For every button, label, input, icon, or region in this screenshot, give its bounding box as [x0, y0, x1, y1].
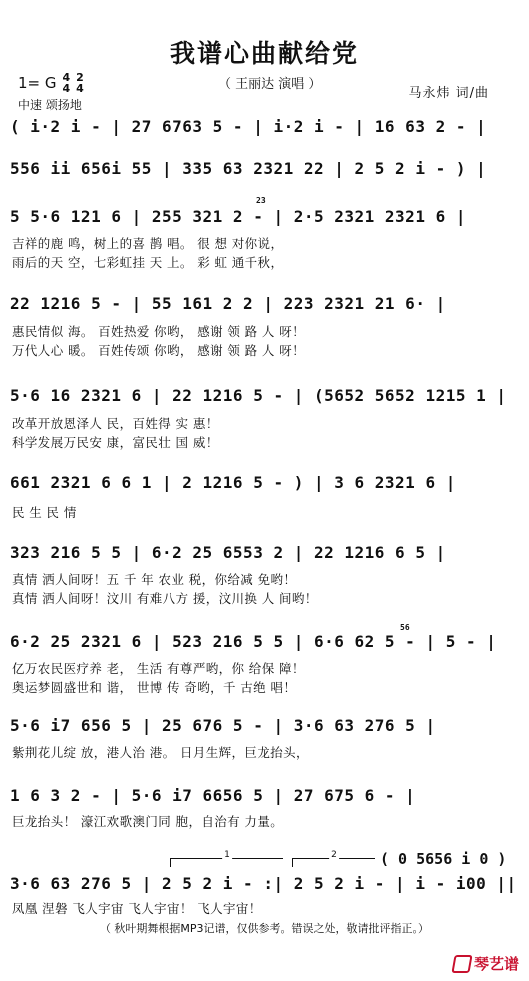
tempo-marking: 中速 颂扬地	[18, 98, 82, 112]
notation-line: 5 5·6 121 6 | 255 321 2 - | 2·5 2321 2321 6 |	[10, 207, 466, 226]
notation-line: 661 2321 6 6 1 | 2 1216 5 - ) | 3 6 2321 6 |	[10, 473, 456, 492]
notation-line: 3·6 63 276 5 | 2 5 2 i - :| 2 5 2 i - | i - i00 ||	[10, 874, 517, 893]
key-label: 1= G	[18, 74, 57, 92]
lyric-verse-1: 吉祥的鹿 鸣，树上的喜 鹊 唱。 很 想 对你说，	[12, 236, 284, 251]
notation-line: 6·2 25 2321 6 | 523 216 5 5 | 6·6 62 5 - | 5 - |	[10, 632, 497, 651]
lyric-verse-2: 万代人心 暖。 百姓传颂 你哟， 感谢 领 路 人 呀！	[12, 343, 305, 358]
time-signature-2: 2 4	[76, 71, 84, 95]
lyric-verse-2: 科学发展万民安 康，富民壮 国 威！	[12, 435, 219, 450]
lyric-verse-2: 奥运梦圆盛世和 谐， 世博 传 奇哟，千 古绝 唱！	[12, 680, 297, 695]
lyric-verse-1: 紫荆花儿绽 放，港人治 港。 日月生辉，巨龙抬头，	[12, 745, 309, 760]
lyric-verse-1: 民 生 民 情	[12, 505, 77, 520]
lyric-verse-2: 真情 洒人间呀！汶川 有难八方 援，汶川换 人 间哟！	[12, 591, 318, 606]
site-logo: 琴艺谱	[453, 953, 519, 974]
second-ending-bracket: 2	[292, 858, 375, 867]
notation-line: 1 6 3 2 - | 5·6 i7 6656 5 | 27 675 6 - |	[10, 786, 416, 805]
notation-line: ( i·2 i - | 27 6763 5 - | i·2 i - | 16 63 2 - |	[10, 117, 487, 136]
notation-line: 556 ii 656i 55 | 335 63 2321 22 | 2 5 2 i - ) |	[10, 159, 487, 178]
lyric-verse-1: 真情 洒人间呀！五 千 年 农业 税，你给减 免哟！	[12, 572, 297, 587]
composer-credit: 马永炜 词/曲	[408, 86, 489, 101]
first-ending-bracket: 1	[170, 858, 283, 867]
notation-line: 5·6 i7 656 5 | 25 676 5 - | 3·6 63 276 5 |	[10, 716, 436, 735]
lyric-verse-1: 亿万农民医疗养 老， 生活 有尊严哟，你 给保 障！	[12, 661, 305, 676]
lyric-verse-1: 改革开放恩泽人 民，百姓得 实 惠！	[12, 416, 219, 431]
lyric-verse-1: 巨龙抬头！ 濠江欢歌澳门同 胞，自治有 力量。	[12, 814, 284, 829]
grace-note: 23	[256, 196, 266, 205]
singer-credit: （ 王丽达 演唱 ）	[218, 77, 322, 92]
transcription-note: （ 秋叶期舞根据MP3记谱，仅供参考。错误之处，敬请批评指正。）	[99, 922, 430, 935]
key-signature	[18, 72, 84, 94]
lyric-verse-1: 凤凰 涅磐 飞人宇宙 飞人宇宙！ 飞人宇宙！	[12, 901, 262, 916]
lyric-verse-2: 雨后的天 空，七彩虹挂 天 上。 彩 虹 通千秋，	[12, 255, 284, 270]
time-signature-1: 4 4	[62, 71, 71, 95]
song-title: 我谱心曲献给党	[169, 39, 359, 68]
notation-line: 5·6 16 2321 6 | 22 1216 5 - | (5652 5652 1215 1 |	[10, 386, 507, 405]
grace-note: 56	[400, 623, 410, 632]
lyric-verse-1: 惠民情似 海。 百姓热爱 你哟， 感谢 领 路 人 呀！	[12, 324, 305, 339]
notation-line: 323 216 5 5 | 6·2 25 6553 2 | 22 1216 6 5 |	[10, 543, 446, 562]
coda-accompaniment: ( 0 5656 i 0 )	[380, 850, 507, 868]
notation-line: 22 1216 5 - | 55 161 2 2 | 223 2321 21 6· |	[10, 294, 446, 313]
logo-icon	[451, 955, 472, 973]
